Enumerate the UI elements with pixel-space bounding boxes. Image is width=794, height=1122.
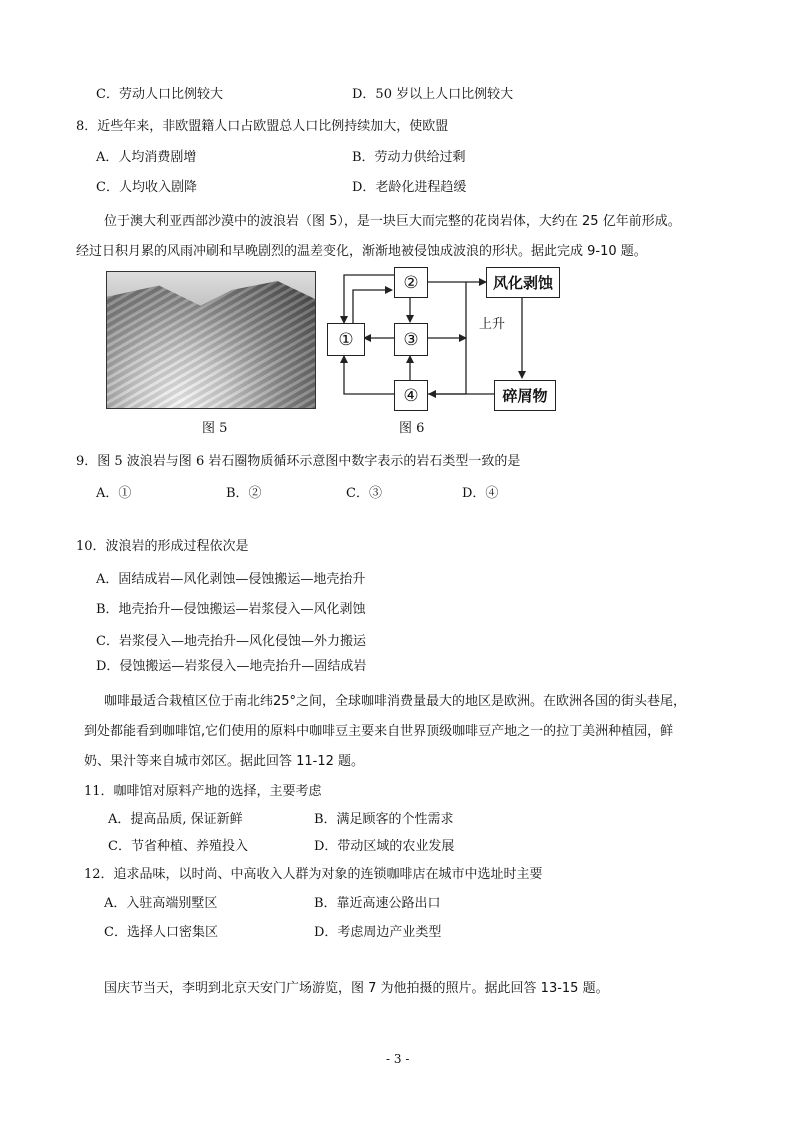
q8-option-a: A．人均消费剧增 (96, 150, 197, 165)
q10-option-c: C．岩浆侵入—地壳抬升—风化侵蚀—外力搬运 (96, 634, 366, 649)
q11-stem: 11．咖啡馆对原料产地的选择，主要考虑 (84, 784, 322, 799)
q12-option-d: D．考虑周边产业类型 (314, 925, 442, 940)
intro-11-12-line3: 奶、果汁等来自城市郊区。据此回答 11-12 题。 (84, 754, 365, 769)
q8-option-d: D．老龄化进程趋缓 (352, 180, 467, 195)
q11-option-d: D．带动区域的农业发展 (314, 839, 455, 854)
q12-option-b: B．靠近高速公路出口 (314, 896, 441, 911)
page-number: - 3 - (386, 1052, 410, 1066)
figure-6-caption: 图 6 (399, 421, 425, 436)
rock-box-2: ② (394, 267, 428, 298)
q12-option-c: C．选择人口密集区 (104, 925, 218, 940)
q10-option-a: A．固结成岩—风化剥蚀—侵蚀搬运—地壳抬升 (96, 572, 366, 587)
q9-option-a: A．① (96, 486, 132, 501)
q11-option-c: C．节省种植、养殖投入 (108, 839, 248, 854)
q9-option-d: D．④ (462, 486, 499, 501)
q11-option-b: B．满足顾客的个性需求 (314, 812, 454, 827)
q8-stem: 8．近些年来，非欧盟籍人口占欧盟总人口比例持续加大，使欧盟 (76, 119, 449, 134)
q10-option-b: B．地壳抬升—侵蚀搬运—岩浆侵入—风化剥蚀 (96, 602, 366, 617)
q11-option-a: A．提高品质, 保证新鲜 (108, 812, 243, 827)
q12-stem: 12．追求品味，以时尚、中高收入人群为对象的连锁咖啡店在城市中选址时主要 (84, 867, 543, 882)
weathering-box: 风化剥蚀 (486, 267, 560, 298)
intro-13-15: 国庆节当天，李明到北京天安门广场游览，图 7 为他拍摄的照片。据此回答 13-15 题。 (104, 981, 609, 996)
q10-option-d: D．侵蚀搬运—岩浆侵入—地壳抬升—固结成岩 (96, 659, 367, 674)
debris-box: 碎屑物 (494, 380, 556, 411)
q8-option-b: B．劳动力供给过剩 (352, 150, 466, 165)
intro-11-12-line2: 到处都能看到咖啡馆,它们使用的原料中咖啡豆主要来自世界顶级咖啡豆产地之一的拉丁美洲种植园，鲜 (84, 724, 674, 739)
intro-9-10-line2: 经过日积月累的风雨冲刷和早晚剧烈的温差变化，渐渐地被侵蚀成波浪的形状。据此完成 9-10 题。 (76, 244, 647, 259)
q12-option-a: A．入驻高端别墅区 (104, 896, 218, 911)
rock-box-4: ④ (394, 380, 428, 411)
intro-9-10-line1: 位于澳大利亚西部沙漠中的波浪岩（图 5），是一块巨大而完整的花岗岩体，大约在 25 亿年前形成。 (104, 214, 681, 229)
q9-option-c: C．③ (346, 486, 382, 501)
q9-option-b: B．② (226, 486, 262, 501)
figure-5-caption: 图 5 (202, 421, 228, 436)
intro-11-12-line1: 咖啡最适合栽植区位于南北纬25°之间，全球咖啡消费量最大的地区是欧洲。在欧洲各国的街头巷尾， (104, 694, 687, 709)
q9-stem: 9．图 5 波浪岩与图 6 岩石圈物质循环示意图中数字表示的岩石类型一致的是 (76, 454, 521, 469)
q7-option-c: C．劳动人口比例较大 (96, 87, 223, 102)
rock-box-3: ③ (394, 323, 428, 356)
rock-box-1: ① (327, 323, 365, 356)
uplift-label: 上升 (479, 317, 506, 332)
q10-stem: 10．波浪岩的形成过程依次是 (76, 539, 249, 554)
q7-option-d: D．50 岁以上人口比例较大 (352, 87, 514, 102)
q8-option-c: C．人均收入剧降 (96, 180, 197, 195)
